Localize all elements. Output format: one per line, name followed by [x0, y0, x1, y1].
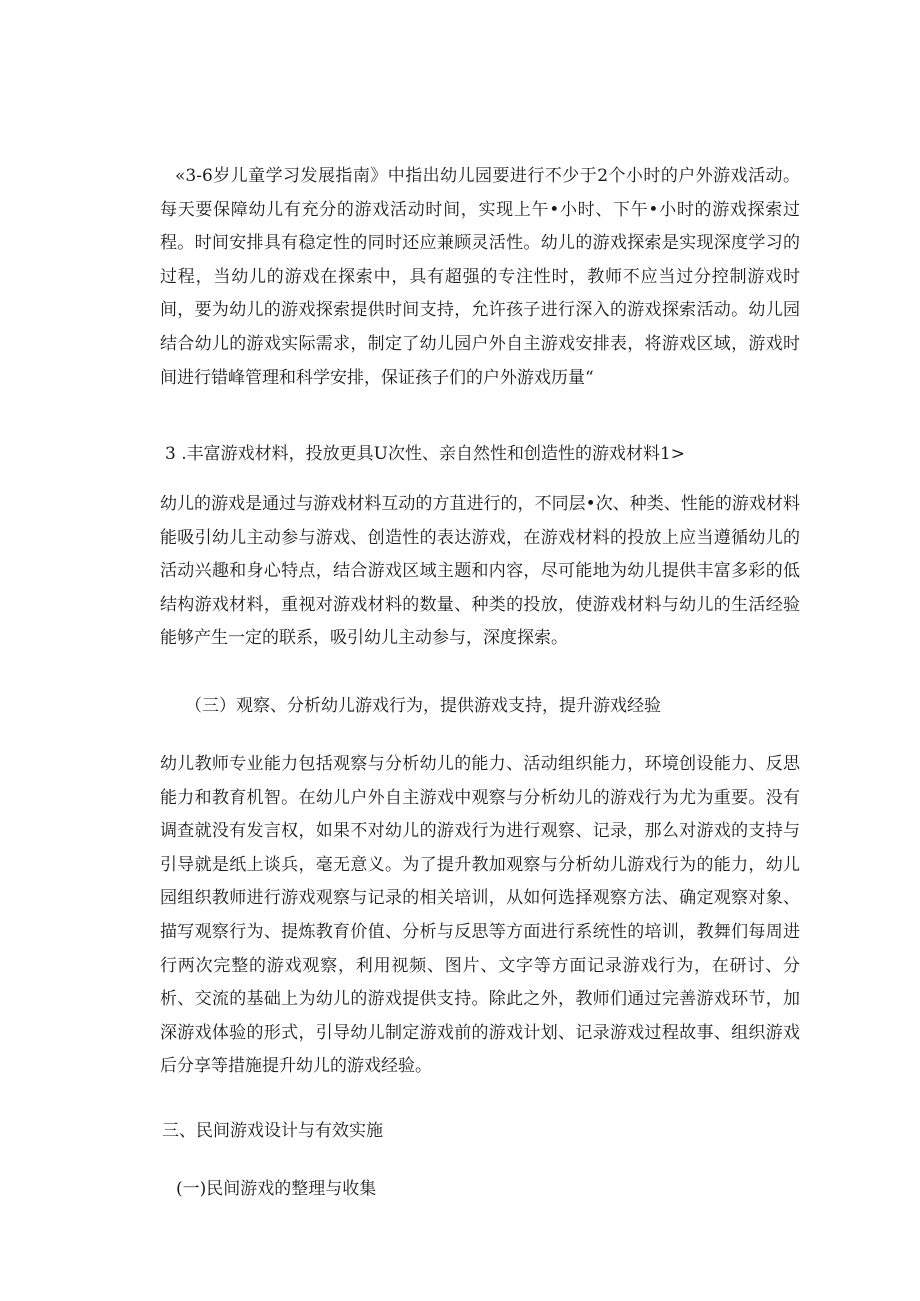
subsection-heading: 3 .丰富游戏材料，投放更具U次性、亲自然性和创造性的游戏材料1>	[165, 444, 686, 464]
body-paragraph: 幼儿教师专业能力包括观察与分析幼儿的能力、活动组织能力，环境创设能力、反思能力和教育机智。在幼儿户外自主游戏中观察与分析幼儿的游戏行为尤为重要。没有调查就没有发言权，如果不对幼儿的游戏行为进行观察、记录，那么对游戏的支持与引导就是纸上谈兵，毫无意义。为了提升教加观察与分析幼儿游戏行为的能力，幼儿园组织教师进行游戏观察与记录的相关培训，从如何选择观察方法、确定观察对象、描写观察行为、提炼教育价值、分析与反思等方面进行系统性的培训，教舞们每周进行两次完整的游戏观察，利用视频、图片、文字等方面记录游戏行为，在研讨、分析、交流的基础上为幼儿的游戏提供支持。除此之外，教师们通过完善游戏环节，加深游戏体验的形式，引导幼儿制定游戏前的游戏计划、记录游戏过程故事、组织游戏后分享等措施提升幼儿的游戏经验。	[160, 754, 800, 1077]
body-paragraph: 幼儿的游戏是通过与游戏材料互动的方苴进行的，不同层•次、种类、性能的游戏材料能吸引幼儿主动参与游戏、创造性的表达游戏，在游戏材料的投放上应当遵循幼儿的活动兴趣和身心特点，结合游戏区域主题和内容，尽可能地为幼儿提供丰富多彩的低结构游戏材料，重视对游戏材料的数量、种类的投放，使游戏材料与幼儿的生活经验能够产生一定的联系，吸引幼儿主动参与，深度探索。	[160, 494, 800, 649]
chapter-heading: 三、民间游戏设计与有效实施	[162, 1121, 383, 1141]
section-heading: （三）观察、分析幼儿游戏行为，提供游戏支持，提升游戏经验	[185, 696, 661, 716]
body-paragraph: «3-6岁儿童学习发展指南》中指出幼儿园要进行不少于2个小时的户外游戏活动。每天要保障幼儿有充分的游戏活动时间，实现上午•小时、下午•小时的游戏探索过程。时间安排具有稳定性的同时还应兼顾灵活性。幼儿的游戏探索是实现深度学习的过程，当幼儿的游戏在探索中，具有超强的专注性时，教师不应当过分控制游戏时间，要为幼儿的游戏探索提供时间支持，允许孩子进行深入的游戏探索活动。幼儿园结合幼儿的游戏实际需求，制定了幼儿园户外自主游戏安排表，将游戏区域，游戏时间进行错峰管理和科学安排，保证孩子们的户外游戏历量“	[160, 166, 800, 388]
subsection-heading: (一)民间游戏的整理与收集	[176, 1179, 377, 1199]
